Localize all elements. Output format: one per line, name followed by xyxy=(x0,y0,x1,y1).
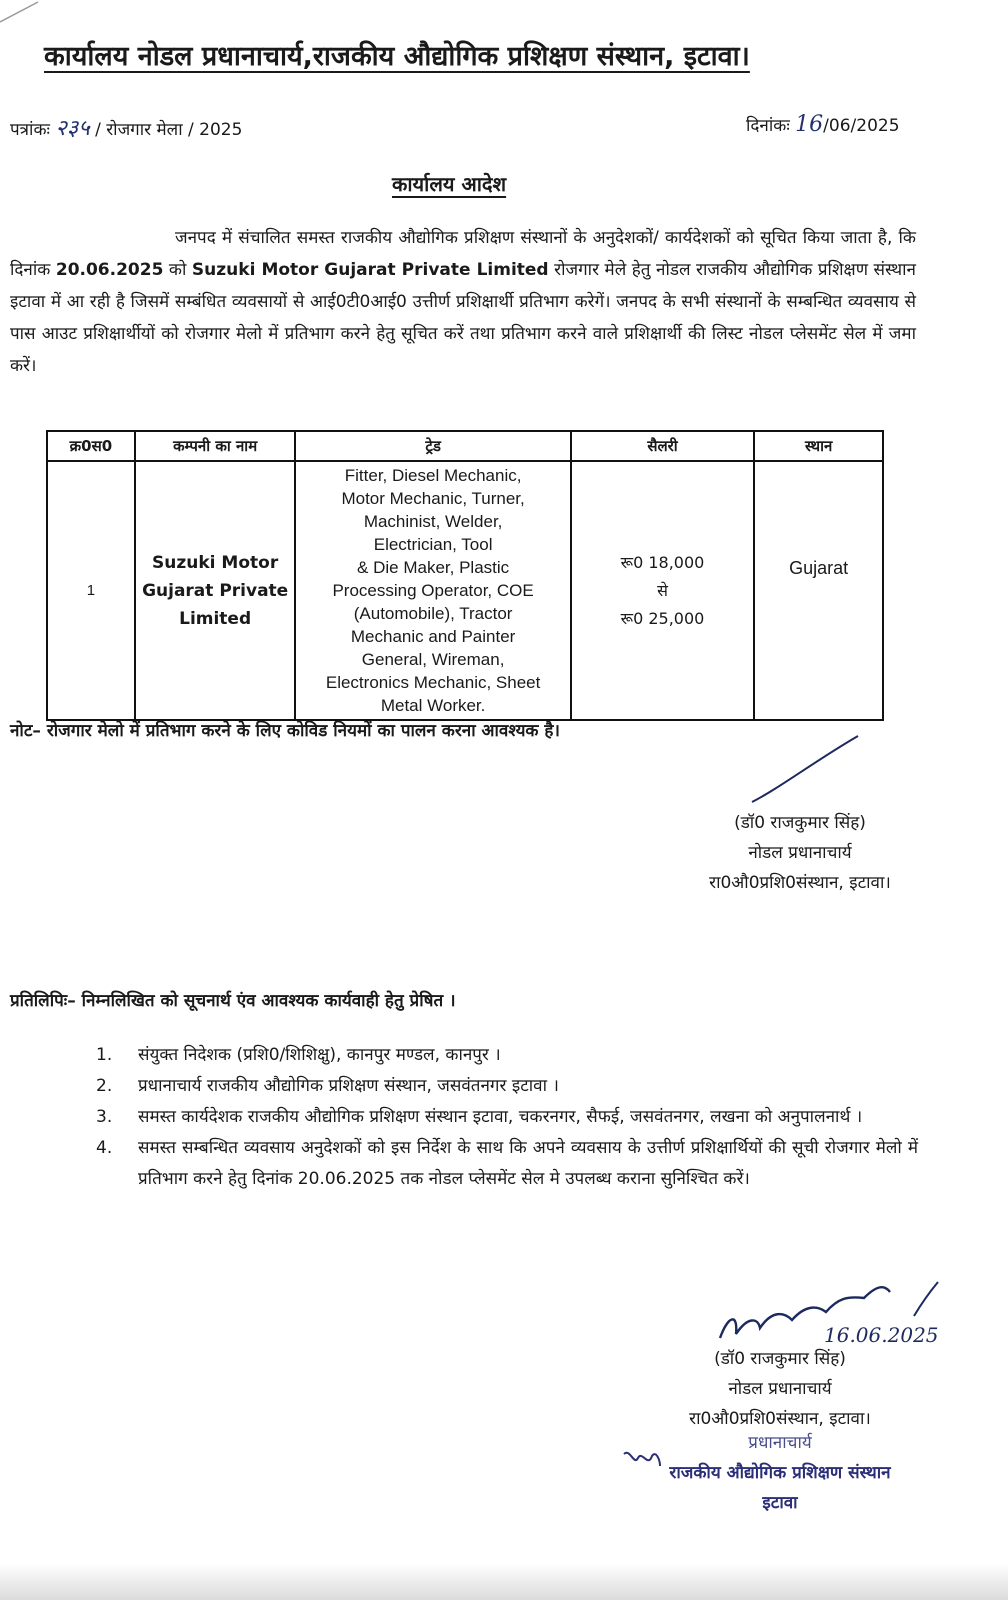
trade-line: Electronics Mechanic, Sheet xyxy=(325,673,541,692)
signatory-designation: नोडल प्रधानाचार्य xyxy=(748,843,852,863)
stamp-line: राजकीय औद्योगिक प्रशिक्षण संस्थान xyxy=(669,1463,891,1483)
signatory-office: रा0औ0प्रशि0संस्थान, इटावा। xyxy=(709,873,891,893)
col-header-company: कम्पनी का नाम xyxy=(135,431,296,461)
col-header-location: स्थान xyxy=(754,431,883,461)
page-fold-mark xyxy=(0,0,40,30)
ref-handwritten-number: २३५ xyxy=(55,116,90,141)
copy-list xyxy=(96,1040,918,1195)
list-number: 4. xyxy=(96,1138,113,1158)
office-heading: कार्यालय नोडल प्रधानाचार्य,राजकीय औद्योगिक प्रशिक्षण संस्थान, इटावा। xyxy=(44,41,750,72)
col-header-sno: क्र0स0 xyxy=(47,431,135,461)
date-rest: /06/2025 xyxy=(823,116,900,136)
cell-location: Gujarat xyxy=(754,461,883,720)
job-table xyxy=(46,430,884,721)
trade-line: & Die Maker, Plastic xyxy=(357,558,510,577)
signature-stroke xyxy=(748,734,863,806)
ref-label: पत्रांकः xyxy=(10,120,50,140)
ref-suffix: / रोजगार मेला / 2025 xyxy=(95,120,243,140)
trade-line: General, Wireman, xyxy=(361,650,505,669)
order-date: 20.06.2025 xyxy=(55,260,164,280)
list-text: संयुक्त निदेशक (प्रशि0/शिशिक्षु), कानपुर मण्डल, कानपुर । xyxy=(138,1045,501,1065)
date-handwritten-day: 16 xyxy=(795,112,824,137)
salary-max: रू0 25,000 xyxy=(620,608,705,628)
reference-number xyxy=(10,112,242,142)
order-text-2: को xyxy=(163,260,192,280)
list-number: 3. xyxy=(96,1107,113,1127)
salary-separator: से xyxy=(657,580,668,600)
cell-company xyxy=(135,461,296,720)
trade-line: Electrician, Tool xyxy=(373,535,493,554)
cell-salary xyxy=(571,461,754,720)
list-item xyxy=(96,1071,918,1102)
signatory-block-2 xyxy=(660,1344,900,1434)
list-text: समस्त कार्यदेशक राजकीय औद्योगिक प्रशिक्षण संस्थान इटावा, चकरनगर, सैफई, जसवंतनगर, लखना को अनुपालनार्थ । xyxy=(138,1107,863,1127)
order-title: कार्यालय आदेश xyxy=(392,172,507,196)
list-item xyxy=(96,1040,918,1071)
signatory-designation: नोडल प्रधानाचार्य xyxy=(728,1379,832,1399)
list-number: 1. xyxy=(96,1045,113,1065)
table-header-row xyxy=(47,431,883,461)
order-text-3: रोजगार मेले हेतु नोडल राजकीय औद्योगिक प्रशिक्षण संस्थान इटावा में आ रही है जिसमें सम्बंधित व्यवसायों से आई0टी0आई0 उत्तीर्ण प्रशिक्षार्थी प्रतिभाग करेगें। जनपद के सभी संस्थानों के सम्बन्धित व्यवसाय से पास आउट प्रशिक्षार्थीयों को रोजगार मेलो में प्रतिभाग करने हेतु सूचित करें तथा प्रतिभाग करने वाले प्रशिक्षार्थी की लिस्ट नोडल प्लेसमेंट सेल में जमा करें। xyxy=(10,260,916,376)
covid-note: नोट– रोजगार मेलो में प्रतिभाग करने के लिए कोविड नियमों का पालन करना आवश्यक है। xyxy=(10,721,560,741)
table-row xyxy=(47,461,883,720)
date-label: दिनांकः xyxy=(746,116,790,136)
trade-line: Processing Operator, COE xyxy=(332,581,534,600)
cell-trades xyxy=(295,461,570,720)
trade-line: Motor Mechanic, Turner, xyxy=(341,489,525,508)
handwritten-date: 16.06.2025 xyxy=(824,1323,939,1347)
signatory-name: (डॉ0 राजकुमार सिंह) xyxy=(734,813,866,833)
stamp-line: इटावा xyxy=(762,1493,798,1513)
order-company: Suzuki Motor Gujarat Private Limited xyxy=(191,260,549,280)
salary-min: रू0 18,000 xyxy=(620,552,705,572)
list-text: प्रधानाचार्य राजकीय औद्योगिक प्रशिक्षण संस्थान, जसवंतनगर इटावा । xyxy=(138,1076,559,1096)
list-text: समस्त सम्बन्धित व्यवसाय अनुदेशकों को इस निर्देश के साथ कि अपने व्यवसाय के उत्तीर्ण प्रशिक्षार्थियों की सूची रोजगार मेलो में प्रतिभाग करने हेतु दिनांक 20.06.2025 तक नोडल प्लेसमेंट सेल मे उपलब्ध कराना सुनिश्चित करें। xyxy=(138,1138,918,1189)
trade-line: (Automobile), Tractor xyxy=(353,604,513,623)
company-line: Limited xyxy=(179,608,252,629)
cell-sno: 1 xyxy=(47,461,135,720)
company-line: Gujarat Private xyxy=(142,580,289,601)
signatory-block xyxy=(680,808,920,898)
order-text-1: जनपद में संचालित समस्त राजकीय औद्योगिक प्रशिक्षण संस्थानों के अनुदेशकों/ कार्यदेशकों को सूचित किया जाता है, कि दिनांक xyxy=(10,228,916,280)
page-bottom-shadow xyxy=(0,1564,1008,1600)
copy-heading: प्रतिलिपिः– निम्नलिखित को सूचनार्थ एंव आवश्यक कार्यवाही हेतु प्रेषित । xyxy=(10,991,456,1011)
trade-line: Fitter, Diesel Mechanic, xyxy=(344,466,522,485)
office-stamp xyxy=(650,1428,910,1518)
trade-line: Mechanic and Painter xyxy=(350,627,516,646)
col-header-trade: ट्रेड xyxy=(295,431,570,461)
trade-line: Machinist, Welder, xyxy=(363,512,503,531)
trade-line: Metal Worker. xyxy=(380,696,486,715)
signatory-name: (डॉ0 राजकुमार सिंह) xyxy=(714,1349,846,1369)
letter-date xyxy=(746,112,900,137)
col-header-salary: सैलरी xyxy=(571,431,754,461)
list-item xyxy=(96,1102,918,1133)
list-number: 2. xyxy=(96,1076,113,1096)
stamp-line: प्रधानाचार्य xyxy=(748,1433,812,1453)
signatory-office: रा0औ0प्रशि0संस्थान, इटावा। xyxy=(689,1409,871,1429)
order-body xyxy=(10,222,916,382)
company-line: Suzuki Motor xyxy=(152,552,279,573)
list-item xyxy=(96,1133,918,1195)
